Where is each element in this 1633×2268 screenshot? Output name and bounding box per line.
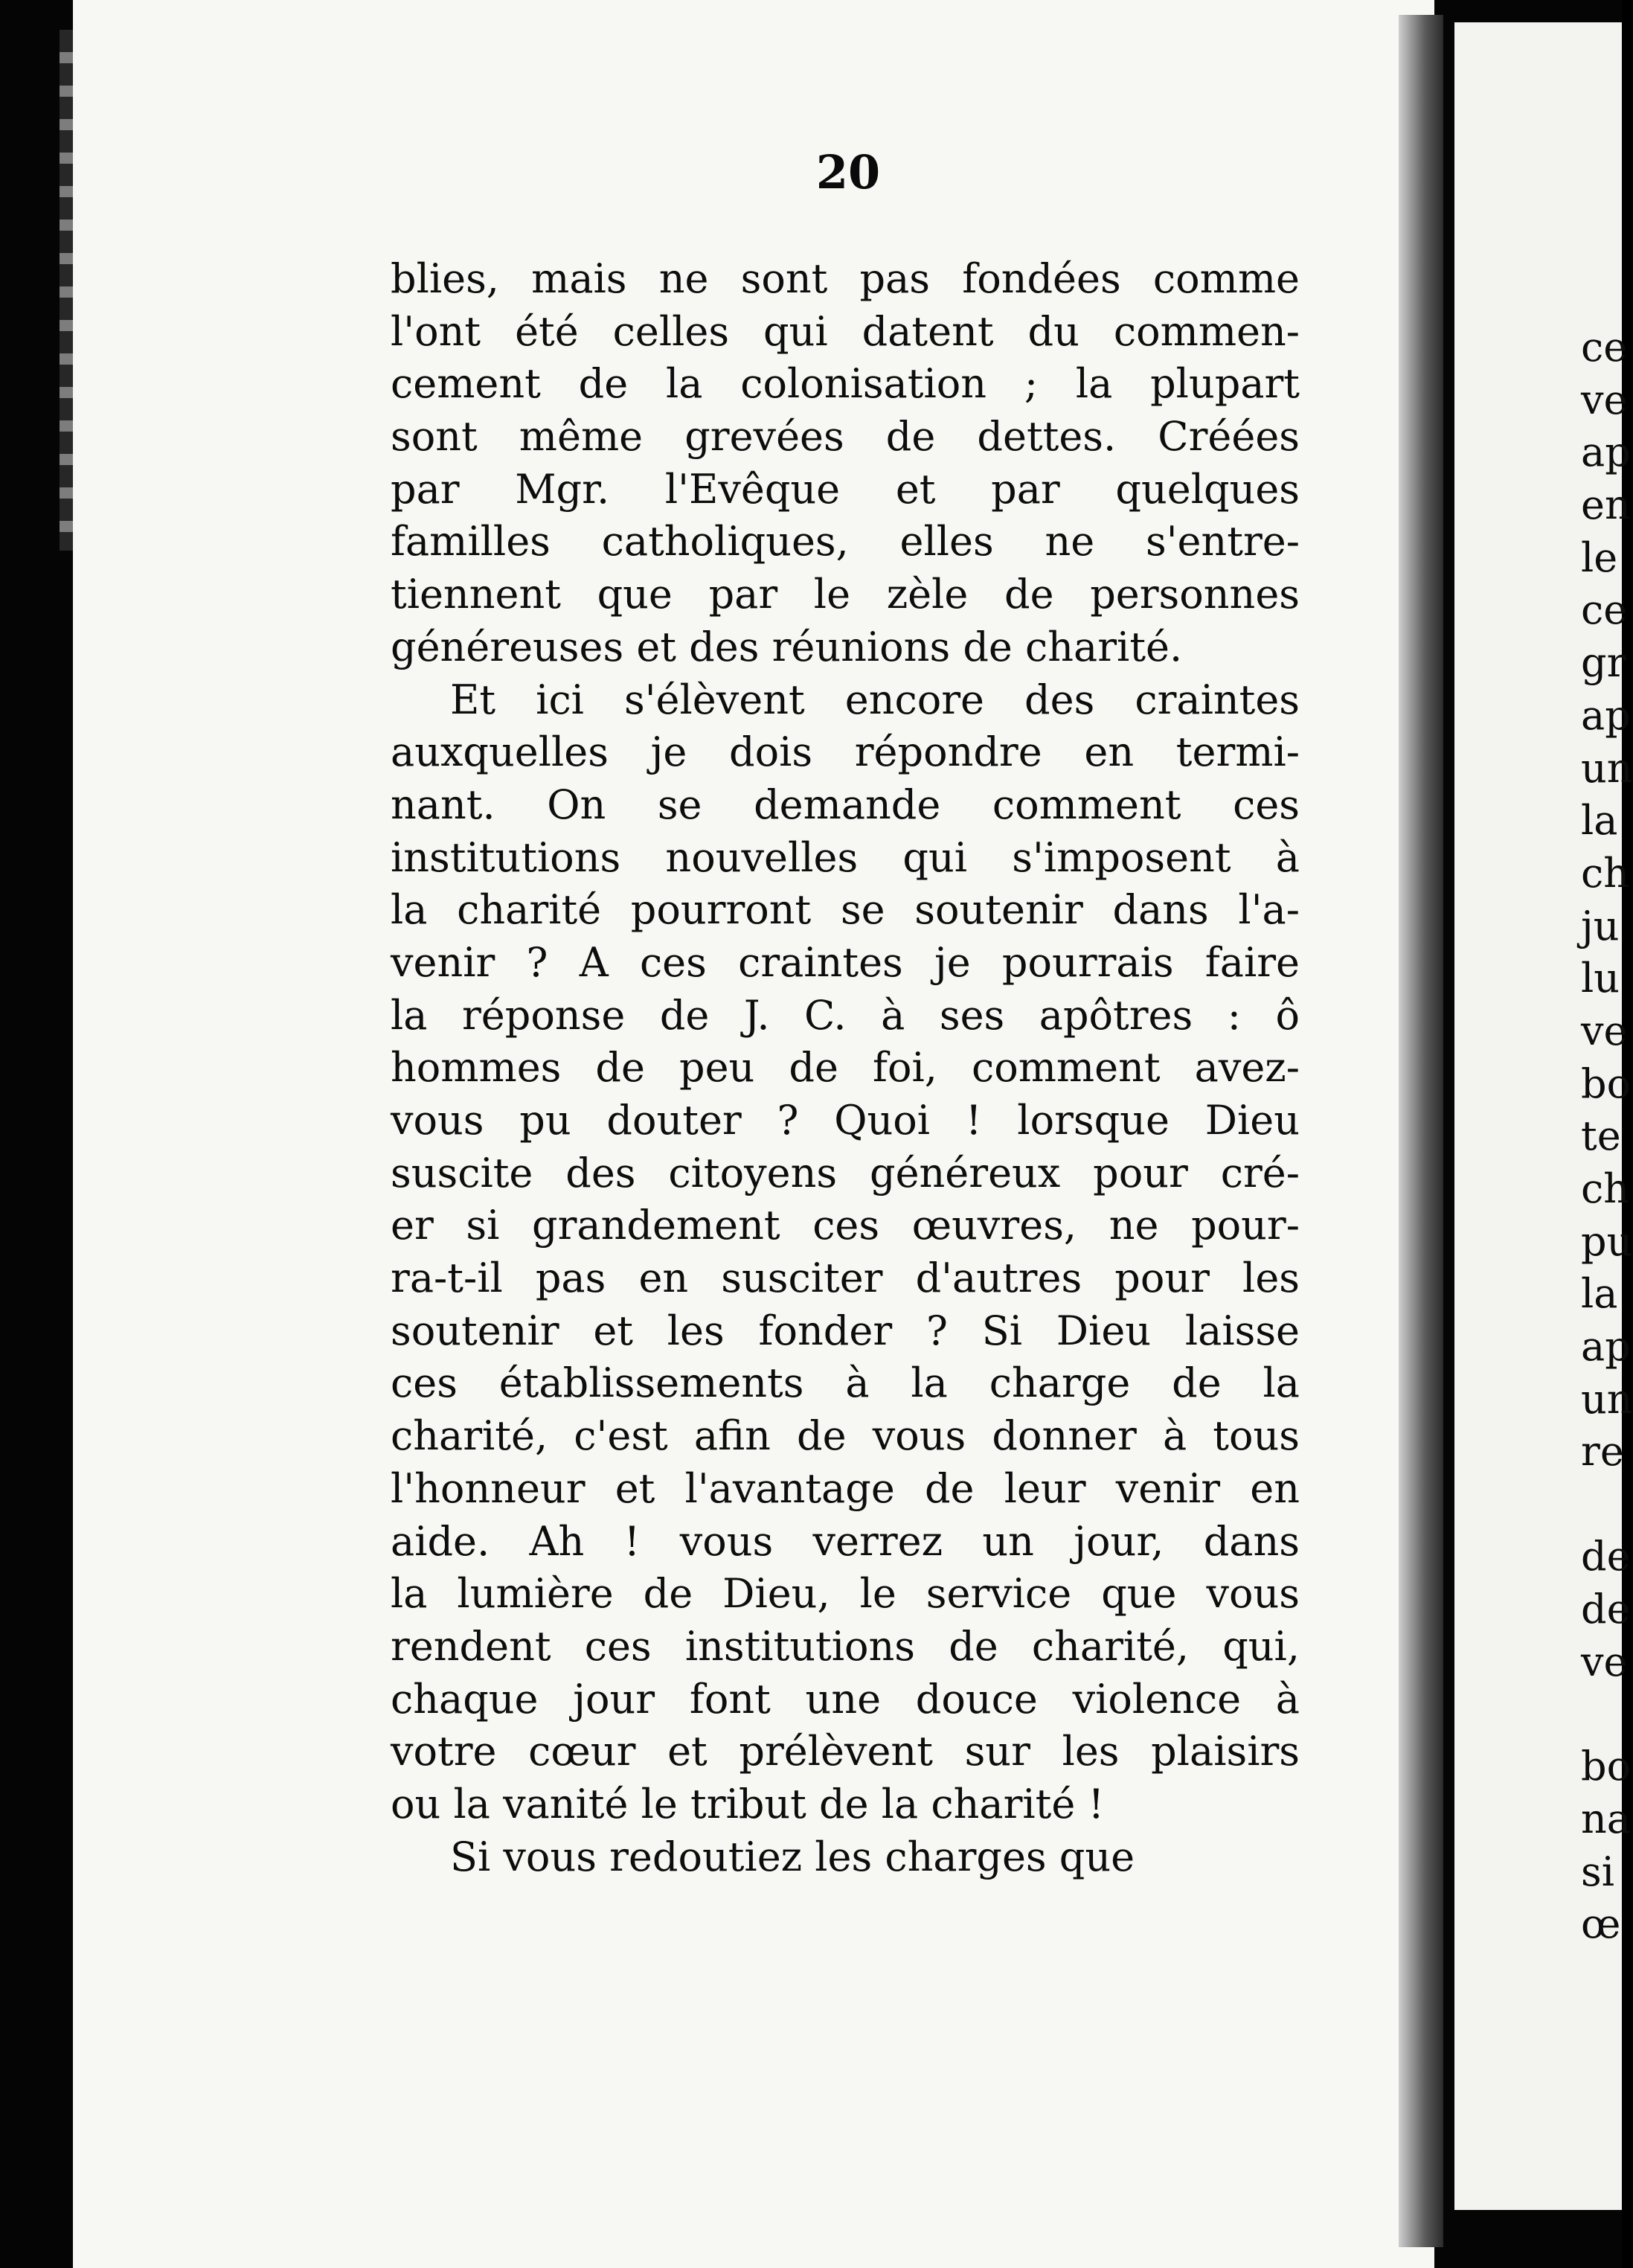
facing-text-fragment: ve: [1581, 1007, 1628, 1054]
facing-text-fragment: de: [1581, 1533, 1631, 1580]
facing-text-fragment: na: [1581, 1795, 1631, 1842]
text-line: familles catholiques, elles ne s'entre-: [391, 518, 1300, 566]
facing-text-fragment: bo: [1581, 1060, 1632, 1107]
text-line: nant. On se demande comment ces: [391, 781, 1300, 828]
text-line: institutions nouvelles qui s'imposent à: [391, 833, 1300, 881]
text-line: généreuses et des réunions de charité.: [391, 623, 1183, 670]
text-line: ces établissements à la charge de la: [391, 1359, 1300, 1407]
facing-text-fragment: ve: [1581, 1638, 1628, 1685]
text-line: Si vous redoutiez les charges que: [450, 1833, 1135, 1880]
text-line: par Mgr. l'Evêque et par quelques: [391, 465, 1300, 513]
text-line: charité, c'est afin de vous donner à tous: [391, 1412, 1300, 1460]
text-line: soutenir et les fonder ? Si Dieu laisse: [391, 1307, 1300, 1354]
facing-text-fragment: bo: [1581, 1743, 1632, 1790]
facing-text-fragment: si: [1581, 1848, 1614, 1895]
text-line: hommes de peu de foi, comment avez-: [391, 1044, 1300, 1092]
text-line: auxquelles je dois répondre en termi-: [391, 728, 1300, 776]
facing-text-fragment: un: [1581, 744, 1633, 792]
binding-edge: [60, 30, 73, 551]
text-line: Et ici s'élèvent encore des craintes: [450, 676, 1300, 723]
text-line: l'honneur et l'avantage de leur venir en: [391, 1464, 1300, 1512]
facing-text-fragment: ch: [1581, 1165, 1630, 1212]
text-line: votre cœur et prélèvent sur les plaisirs: [391, 1728, 1300, 1775]
facing-page-text-fragments: [1581, 321, 1633, 1951]
facing-text-fragment: ap: [1581, 691, 1631, 739]
facing-text-fragment: la: [1581, 1270, 1618, 1318]
text-line: er si grandement ces œuvres, ne pour-: [391, 1202, 1300, 1249]
text-line: la charité pourront se soutenir dans l'a-: [391, 886, 1300, 934]
facing-text-fragment: re: [1581, 1428, 1624, 1476]
text-line: suscite des citoyens généreux pour cré-: [391, 1149, 1300, 1197]
facing-text-fragment: de: [1581, 1585, 1631, 1633]
facing-text-fragment: ap: [1581, 1323, 1631, 1371]
text-line: l'ont été celles qui datent du commen-: [391, 307, 1300, 355]
body-text: [391, 253, 1300, 1883]
facing-text-fragment: pu: [1581, 1217, 1633, 1265]
text-line: venir ? A ces craintes je pourrais faire: [391, 938, 1300, 986]
text-line: aide. Ah ! vous verrez un jour, dans: [391, 1517, 1300, 1565]
facing-text-fragment: ju: [1581, 902, 1620, 949]
facing-text-fragment: œ: [1581, 1900, 1621, 1948]
facing-text-fragment: ce: [1581, 324, 1628, 371]
facing-text-fragment: un: [1581, 1375, 1633, 1423]
text-line: rendent ces institutions de charité, qui,: [391, 1622, 1300, 1670]
text-line: la lumière de Dieu, le service que vous: [391, 1570, 1300, 1618]
text-line: tiennent que par le zèle de personnes: [391, 571, 1300, 618]
facing-text-fragment: la: [1581, 797, 1618, 845]
text-line: la réponse de J. C. à ses apôtres : ô: [391, 991, 1300, 1039]
facing-text-fragment: ce: [1581, 586, 1628, 634]
page-gutter-shadow: [1399, 15, 1443, 2247]
text-line: sont même grevées de dettes. Créées: [391, 413, 1300, 461]
facing-text-fragment: le: [1581, 534, 1618, 581]
text-line: chaque jour font une douce violence à: [391, 1675, 1300, 1723]
page-number: 20: [815, 145, 881, 199]
text-line: ra-t-il pas en susciter d'autres pour les: [391, 1255, 1300, 1302]
facing-text-fragment: ch: [1581, 849, 1630, 897]
facing-text-fragment: en: [1581, 481, 1631, 529]
text-line: cement de la colonisation ; la plupart: [391, 360, 1300, 408]
facing-text-fragment: ve: [1581, 376, 1628, 423]
text-line: blies, mais ne sont pas fondées comme: [391, 255, 1300, 302]
facing-text-fragment: ap: [1581, 429, 1631, 476]
facing-text-fragment: lu: [1581, 955, 1620, 1002]
text-line: ou la vanité le tribut de la charité !: [391, 1780, 1105, 1827]
facing-text-fragment: gr: [1581, 639, 1626, 687]
facing-text-fragment: te: [1581, 1112, 1621, 1160]
text-line: vous pu douter ? Quoi ! lorsque Dieu: [391, 1097, 1300, 1144]
